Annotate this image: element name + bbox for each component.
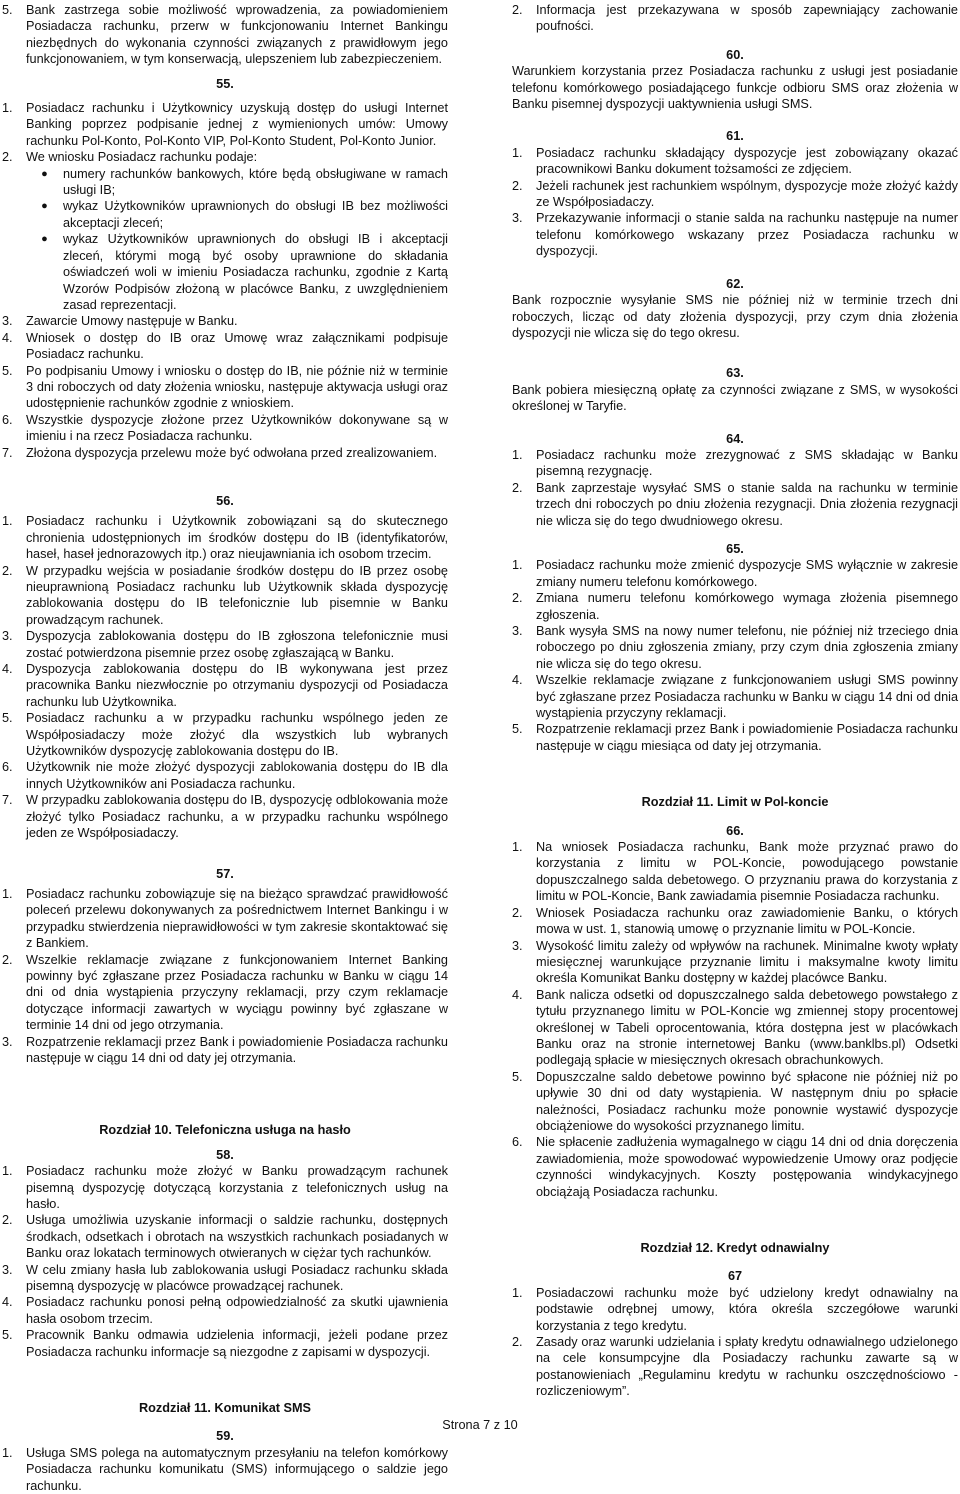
item-text: Rozpatrzenie reklamacji przez Bank i powiadomienie Posiadacza rachunku następuje w ciągu miesiąca od daty jej otrzymania. (536, 722, 958, 753)
item-text: Rozpatrzenie reklamacji przez Bank i powiadomienie Posiadacza rachunku następuje w ciągu 14 dni od daty jej otrzymania. (26, 1034, 448, 1065)
section-62-heading: 62. (726, 276, 744, 291)
section-63-heading: 63. (726, 366, 744, 381)
list-item (2, 1034, 448, 1067)
list-item (512, 447, 958, 480)
item-text: Zasady oraz warunki udzielania i spłaty kredytu odnawialnego udzielonego na cele konsumpcyjne dla Posiadaczy rachunku zawarte są w postanowieniach „Regulaminu kredytu w rachunku oszczędnościowo - rozliczeniowym”. (536, 1335, 958, 1399)
list-item (2, 330, 448, 363)
section-57-heading: 57. (216, 866, 234, 881)
item-text: Posiadacz rachunku zobowiązuje się na bieżąco sprawdzać prawidłowość poleceń przelewu dokonywanych za pośrednictwem Internet Bankingu i w przypadku stwierdzenia nieprawidłowości w tym zakresie skontaktować się z Bankiem. (26, 886, 448, 951)
item-number: 6. (2, 412, 13, 427)
list-item (512, 721, 958, 754)
item-number: 2. (2, 150, 13, 165)
item-text: Posiadacz rachunku składający dyspozycje jest zobowiązany okazać pracownikowi Banku dokument tożsamości ze zdjęciem. (536, 145, 958, 177)
bullet-item (26, 166, 448, 199)
item-number: 4. (2, 1295, 13, 1310)
list-item (2, 1327, 448, 1360)
section-61-heading: 61. (726, 129, 744, 144)
chapter-12-heading: Rozdział 12. Kredyt odnawialny (640, 1241, 830, 1255)
list-item (512, 1069, 958, 1135)
item-number: 3. (2, 314, 13, 329)
item-number: 1. (2, 514, 13, 529)
item-number: 2. (512, 1335, 523, 1350)
item-text: Bank zaprzestaje wysyłać SMS o stanie salda na rachunku w terminie trzech dni roboczych po dniu złożenia rezygnacji. Dnia złożenia rezygnacji nie wlicza się do tego dwudniowego okresu. (536, 480, 958, 528)
item-text: Posiadacz rachunku a w przypadku rachunku wspólnego jeden ze Współposiadaczy może złożyć dla wszystkich lub wybranych Użytkowników dyspozycję zablokowania dostępu do IB. (26, 711, 448, 759)
section-60-heading: 60. (726, 47, 744, 62)
item-text: Jeżeli rachunek jest rachunkiem wspólnym, dyspozycje może złożyć każdy ze Współposiadaczy. (536, 178, 958, 210)
right-column (512, 2, 958, 1400)
list-item (2, 628, 448, 661)
item-number: 5. (2, 711, 13, 726)
item-text: Po podpisaniu Umowy i wniosku o dostęp do IB, nie późnie niż w terminie 3 dni roboczych od daty złożenia wniosku, następuje aktywacja usługi oraz udostępnienie rachunków zgodnie z wnioskiem. (26, 363, 448, 411)
item-text: Wszelkie reklamacje związane z funkcjonowaniem usługi SMS powinny być zgłaszane przez Posiadacza rachunku w Banku w ciągu 14 dni od dnia wystąpienia przyczyny reklamacji. (536, 673, 958, 721)
bullet-icon: ● (41, 200, 48, 213)
item-text: Posiadacz rachunku i Użytkownik zobowiązani są do skutecznego chronienia udostępnionych im środków dostępu do IB (identyfikatorów, haseł, haseł jednorazowych itp.) oraz nieujawniania ich osobom trzecim. (26, 514, 448, 562)
item-text: Bank nalicza odsetki od dopuszczalnego salda debetowego powstałego z tytułu przyznanego limitu w POL-Koncie wg zmiennej stopy procentowej określonej w Tabeli oprocentowania, która dostępna jest w placówkach Banku oraz na stronie internetowej Banku (www.banklbs.pl) Odsetki podlegają spłacie w miesięcznych okresach obrachunkowych. (536, 987, 958, 1068)
item-number: 2. (512, 480, 523, 495)
list-item (512, 839, 958, 905)
item-text: Złożona dyspozycja przelewu może być odwołana przed zrealizowaniem. (26, 445, 438, 460)
item-text: Wysokość limitu zależy od wpływów na rachunek. Minimalne kwoty wpłaty miesięcznej warunkujące przyznanie limitu i maksymalne kwoty limitu określa Komunikat Banku dostępny w każdej placówce Banku. (536, 938, 958, 986)
item-text: Wniosek Posiadacza rachunku oraz zawiadomienie Banku, o których mowa w ust. 1, stanowią umowę o przyznanie limitu w POL-Koncie. (536, 905, 958, 937)
item-text: W przypadku zablokowania dostępu do IB, dyspozycję odblokowania może złożyć tylko Posiadacz rachunku, a w przypadku rachunku wspólnego jeden ze Współposiadaczy. (26, 793, 448, 841)
bullet-icon: ● (41, 233, 48, 246)
item-number: 3. (512, 624, 523, 638)
item-number: 3. (2, 629, 13, 644)
item-number: 4. (2, 662, 13, 677)
item-number: 1. (512, 840, 523, 855)
section-56-heading: 56. (216, 493, 234, 508)
item-text: Nie spłacenie zadłużenia wymagalnego w ciągu 14 dni od dnia doręczenia zawiadomienia, może spowodować wypowiedzenie Umowy oraz podjęcie czynności windykacyjnych. Koszty postępowania windykacyjnego obciążają Posiadacza rachunku. (536, 1135, 958, 1199)
page-number: Strona 7 z 10 (442, 1418, 518, 1432)
list-item (2, 2, 448, 68)
list-item (2, 759, 448, 792)
section-60-text: Warunkiem korzystania przez Posiadacza rachunku z usługi jest posiadanie telefonu komórkowego posiadającego funkcje odbioru SMS oraz złożenia w Banku pisemnej dyspozycji uaktywnienia usługi SMS. (512, 64, 958, 112)
item-number: 6. (2, 760, 13, 775)
list-item (512, 1285, 958, 1334)
list-item (512, 2, 958, 35)
list-item (2, 1212, 448, 1261)
bullet-text: numery rachunków bankowych, które będą obsługiwane w ramach usługi IB; (63, 166, 448, 198)
item-text: Posiadaczowi rachunku może być udzielony kredyt odnawialny na podstawie odrębnej umowy, która określa szczegółowe warunki korzystania z tego kredytu. (536, 1285, 958, 1333)
list-item (512, 557, 958, 590)
list-item (512, 938, 958, 987)
item-number: 1. (512, 1285, 523, 1300)
item-text: Bank wysyła SMS na nowy numer telefonu, nie później niż trzeciego dnia roboczego po dniu zgłoszenia zmiany, przy czym dnia zgłoszenia zmiany nie wlicza się do tego okresu. (536, 624, 958, 671)
item-text: Dopuszczalne saldo debetowe powinno być spłacone nie później niż po upływie 30 dni od daty wystąpienia. W następnym dniu po spłacie należności, Posiadacz rachunku może ponownie wystawić dyspozycje obciążeniowe do wysokości przyznanego limitu. (536, 1069, 958, 1133)
item-text: Posiadacz rachunku i Użytkownicy uzyskują dostęp do usługi Internet Banking poprzez podpisanie jednej z wymienionych umów: Umowy rachunku Pol-Konto, Pol-Konto VIP, Pol-Konto Student, Pol-Konto Junior. (26, 101, 448, 148)
list-item (2, 1163, 448, 1212)
list-item (2, 1294, 448, 1327)
item-number: 3. (512, 211, 523, 226)
item-number: 3. (2, 1262, 13, 1277)
chapter-11-limit-heading: Rozdział 11. Limit w Pol-koncie (641, 795, 829, 810)
chapter-10-heading: Rozdział 10. Telefoniczna usługa na hasło (99, 1123, 351, 1138)
list-item (2, 363, 448, 412)
list-item (512, 210, 958, 259)
item-text: Usługa umożliwia uzyskanie informacji o saldzie rachunku, dostępnych środkach, odsetkach i obrotach na wszystkich rachunkach posiadanych w Banku oraz lokatach terminowych otwieranych w ciężar tych rachunków. (26, 1213, 448, 1261)
section-64-heading: 64. (726, 431, 744, 446)
list-item (512, 178, 958, 211)
item-number: 4. (2, 330, 13, 345)
list-item (2, 1262, 448, 1295)
item-text: Dyspozycja zablokowania dostępu do IB zgłoszona telefonicznie musi zostać potwierdzona pisemnie przez osobę zgłaszającą w Banku. (26, 629, 448, 660)
item-text: Dyspozycja zablokowania dostępu do IB wykonywana jest przez pracownika Banku niezwłocznie po otrzymaniu dyspozycji od Posiadacza rachunku lub Użytkownika. (26, 662, 448, 709)
list-item (2, 513, 448, 562)
item-text: W celu zmiany hasła lub zablokowania usługi Posiadacz rachunku składa pisemną dyspozycję w placówce prowadzącej rachunek. (26, 1262, 448, 1294)
item-text: Posiadacz rachunku może zmienić dyspozycje SMS wyłącznie w zakresie zmiany numeru telefonu komórkowego. (536, 558, 958, 589)
item-number: 1. (2, 101, 13, 116)
item-number: 5. (2, 363, 13, 378)
item-text: Informacja jest przekazywana w sposób zapewniający zachowanie poufności. (536, 3, 958, 34)
item-number: 2. (2, 563, 13, 578)
list-item (2, 1445, 448, 1494)
item-number: 3. (512, 938, 523, 953)
item-number: 1. (2, 886, 13, 901)
item-text: Posiadacz rachunku może złożyć w Banku prowadzącym rachunek pisemną dyspozycję dotyczącą korzystania z telefonicznych usług na hasło. (26, 1164, 448, 1211)
bullet-icon: ● (41, 167, 48, 180)
section-59-heading: 59. (216, 1429, 234, 1444)
left-column (2, 2, 448, 1494)
section-62-text: Bank rozpocznie wysyłanie SMS nie później niż w terminie trzech dni roboczych, licząc od daty złożenia dyspozycji, przy czym dnia złożenia dyspozycji nie wlicza się do tego okresu. (512, 293, 958, 340)
item-number: 2. (2, 952, 13, 967)
item-number: 2. (512, 178, 523, 193)
item-number: 2. (512, 3, 523, 17)
item-number: 2. (512, 905, 523, 920)
list-item (2, 412, 448, 445)
item-number: 1. (2, 1164, 13, 1179)
item-number: 1. (512, 145, 523, 160)
item-text: Posiadacz rachunku ponosi pełną odpowiedzialność za skutki ujawnienia hasła osobom trzecim. (26, 1295, 448, 1326)
item-number: 2. (2, 1213, 13, 1228)
list-item (512, 145, 958, 178)
list-item (2, 313, 448, 329)
list-item (2, 563, 448, 629)
list-item (2, 445, 448, 461)
item-text: Na wniosek Posiadacza rachunku, Bank może przyznać prawo do korzystania z limitu w POL-Koncie, powodującego powstanie dopuszczalnego salda debetowego. O przyznaniu prawa do korzystania z limitu w POL-Koncie, Bank zawiadamia pisemnie Posiadacza rachunku. (536, 840, 958, 904)
item-text: Zmiana numeru telefonu komórkowego wymaga złożenia pisemnego zgłoszenia. (536, 591, 958, 622)
section-55-heading: 55. (216, 76, 234, 91)
item-text: Wszystkie dyspozycje złożone przez Użytkowników dokonywane są w imieniu i na rzecz Posiadacza rachunku. (26, 412, 448, 444)
list-item (2, 710, 448, 759)
item-number: 1. (512, 447, 523, 462)
item-number: 5. (2, 3, 13, 17)
list-item (512, 623, 958, 672)
bullet-text: wykaz Użytkowników uprawnionych do obsługi IB i akceptacji zleceń, którymi mogą być osoby uprawnione do składania oświadczeń woli w imieniu Posiadacza rachunku, zgodnie z Kartą Wzorów Podpisów złożoną w placówce Banku, z uwzględnieniem zasad reprezentacji. (63, 232, 448, 312)
section-63-text: Bank pobiera miesięczną opłatę za czynności związane z SMS, w wysokości określonej w Taryfie. (512, 382, 958, 414)
section-65-heading: 65. (726, 541, 744, 556)
item-text: Bank zastrzega sobie możliwość wprowadzenia, za powiadomieniem Posiadacza rachunku, przerw w funkcjonowaniu Internet Bankingu niezbędnych do wykonania czynności związanych z prawidłowym jego funkcjonowaniem, w tym konserwacją, ulepszeniem lub zabezpieczeniem. (26, 3, 448, 67)
chapter-11-heading: Rozdział 11. Komunikat SMS (138, 1401, 312, 1416)
item-text: Wszelkie reklamacje związane z funkcjonowaniem Internet Banking powinny być zgłaszane przez Posiadacza rachunku w Banku w ciągu 14 dni od dnia wystąpienia przyczyny reklamacji, przy czym reklamacje dotyczące informacji zawartych w wyciągu powinny być zgłaszane w terminie 14 dni od jego otrzymania. (26, 952, 448, 1033)
item-text: Pracownik Banku odmawia udzielenia informacji, jeżeli podane przez Posiadacza rachunku informacje są niezgodne z zapisami w dyspozycji. (26, 1328, 448, 1359)
item-text: W przypadku wejścia w posiadanie środków dostępu do IB przez osobę nieuprawnioną Posiadacz rachunku lub Użytkownik składa dyspozycję zablokowania dostępu do IB telefonicznie lub pisemnie w Banku prowadzącym rachunek. (26, 563, 448, 627)
item-number: 6. (512, 1135, 523, 1150)
list-item (512, 590, 958, 623)
list-item (2, 149, 448, 165)
list-item (512, 480, 958, 529)
section-58-heading: 58. (216, 1147, 234, 1162)
section-66-heading: 66. (726, 823, 744, 838)
item-text: Usługa SMS polega na automatycznym przesyłaniu na telefon komórkowy Posiadacza rachunku komunikatu (SMS) informującego o saldzie jego rachunku. (26, 1445, 448, 1493)
list-item (512, 1134, 958, 1200)
list-item (2, 952, 448, 1034)
list-item (512, 1334, 958, 1400)
item-number: 5. (512, 722, 523, 737)
item-number: 3. (2, 1034, 13, 1049)
item-text: Posiadacz rachunku może zrezygnować z SMS składając w Banku pisemną rezygnację. (536, 447, 958, 479)
item-number: 5. (2, 1328, 13, 1343)
item-number: 5. (512, 1069, 523, 1084)
list-item (2, 886, 448, 952)
list-item (2, 661, 448, 710)
item-number: 7. (2, 445, 13, 460)
item-number: 1. (512, 558, 523, 573)
item-number: 7. (2, 793, 13, 808)
bullet-item (26, 198, 448, 231)
list-item (512, 905, 958, 938)
item-text: Wniosek o dostęp do IB oraz Umowę wraz załącznikami podpisuje Posiadacz rachunku. (26, 330, 448, 362)
item-text: Zawarcie Umowy następuje w Banku. (26, 314, 238, 329)
list-item (2, 100, 448, 149)
item-text: Użytkownik nie może złożyć dyspozycji zablokowania dostępu do IB dla innych Użytkowników ani Posiadacza rachunku. (26, 760, 448, 791)
list-item (2, 792, 448, 841)
item-text: Przekazywanie informacji o stanie salda na rachunku następuje na numer telefonu komórkowego wskazany przez Posiadacza rachunku w dyspozycji. (536, 211, 958, 259)
item-number: 4. (512, 987, 523, 1002)
list-item (512, 672, 958, 721)
section-67-heading: 67 (727, 1269, 743, 1284)
item-number: 1. (2, 1445, 13, 1460)
item-text: We wniosku Posiadacz rachunku podaje: (26, 150, 258, 165)
list-item (512, 987, 958, 1069)
bullet-item (26, 231, 448, 313)
item-number: 4. (512, 673, 523, 688)
item-number: 2. (512, 591, 523, 606)
bullet-text: wykaz Użytkowników uprawnionych do obsługi IB bez możliwości akceptacji zleceń; (63, 199, 448, 230)
